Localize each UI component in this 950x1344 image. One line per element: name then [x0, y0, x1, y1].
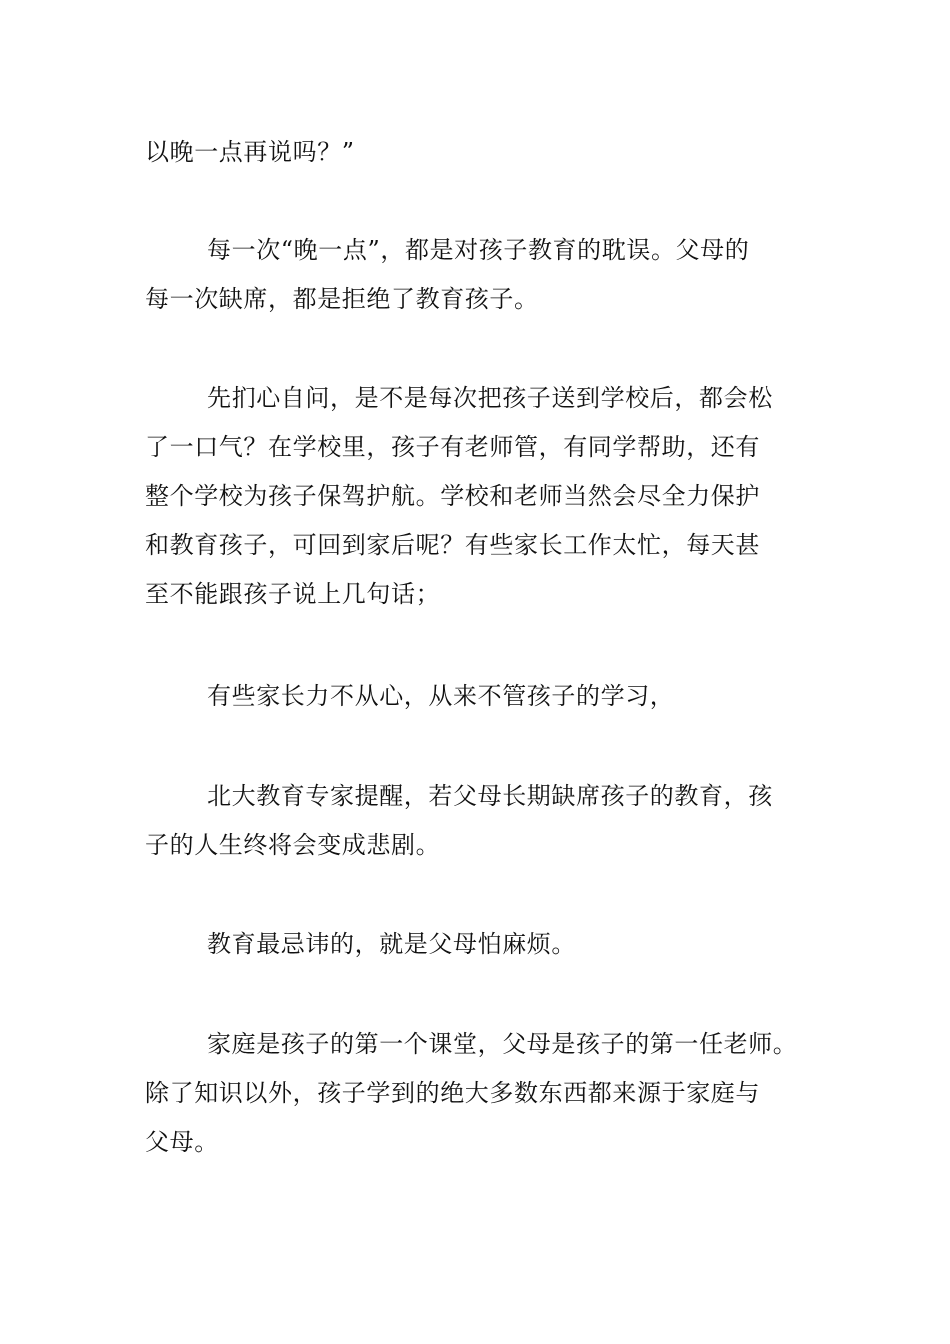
- paragraph-4: [145, 672, 810, 721]
- paragraph-3: [145, 374, 810, 619]
- paragraph-5: [145, 772, 810, 870]
- text-line: 父母。: [145, 1128, 219, 1156]
- paragraph-6: [145, 920, 810, 969]
- text-line: 以晚一点再说吗？”: [145, 138, 355, 166]
- text-line: 和教育孩子，可回到家后呢？有些家长工作太忙，每天甚: [145, 531, 760, 559]
- text-line: 每一次缺席，都是拒绝了教育孩子。: [145, 285, 539, 313]
- paragraph-2: [145, 226, 810, 324]
- text-line: 了一口气？在学校里，孩子有老师管，有同学帮助，还有: [145, 433, 760, 461]
- text-line: 家庭是孩子的第一个课堂，父母是孩子的第一任老师。: [207, 1030, 798, 1058]
- text-line: 每一次“晚一点”，都是对孩子教育的耽误。父母的: [207, 236, 750, 264]
- text-line: 北大教育专家提醒，若父母长期缺席孩子的教育，孩: [207, 782, 773, 810]
- text-line: 除了知识以外，孩子学到的绝大多数东西都来源于家庭与: [145, 1079, 760, 1107]
- text-line: 至不能跟孩子说上几句话；: [145, 580, 441, 608]
- text-line: 先扪心自问，是不是每次把孩子送到学校后，都会松: [207, 384, 773, 412]
- text-line: 教育最忌讳的，就是父母怕麻烦。: [207, 930, 576, 958]
- paragraph-7: [145, 1020, 810, 1167]
- text-line: 整个学校为孩子保驾护航。学校和老师当然会尽全力保护: [145, 482, 760, 510]
- text-line: 子的人生终将会变成悲剧。: [145, 831, 441, 859]
- paragraph-continuation: [145, 128, 810, 177]
- text-line: 有些家长力不从心，从来不管孩子的学习，: [207, 682, 675, 710]
